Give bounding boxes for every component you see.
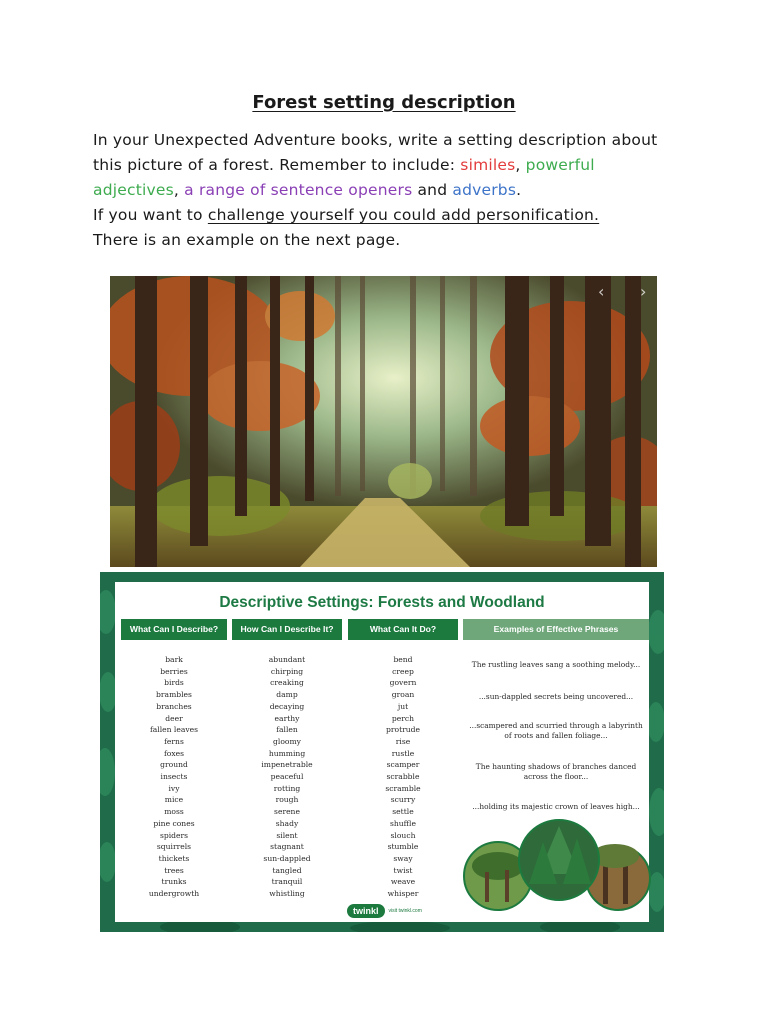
instructions-line-1: In your Unexpected Adventure books, write a setting description about bbox=[93, 131, 658, 149]
word-item: shuffle bbox=[390, 818, 416, 828]
word-item: slouch bbox=[390, 830, 416, 840]
adverbs-word: adverbs bbox=[452, 181, 517, 199]
word-item: fallen leaves bbox=[149, 725, 199, 735]
word-item: sway bbox=[393, 853, 413, 863]
forest-circle-pictures bbox=[463, 814, 653, 914]
word-item: stumble bbox=[387, 842, 419, 852]
word-item: twist bbox=[393, 865, 413, 875]
word-item: scramble bbox=[385, 783, 421, 793]
word-item: fallen bbox=[276, 725, 298, 735]
phrase-item: The rustling leaves sang a soothing melody... bbox=[471, 660, 641, 669]
similes-word: similes bbox=[460, 156, 516, 174]
header-examples: Examples of Effective Phrases bbox=[463, 619, 649, 640]
challenge-prefix: If you want to bbox=[93, 206, 208, 224]
sentence-openers-phrase: a range of sentence openers bbox=[184, 181, 413, 199]
word-item: tranquil bbox=[271, 877, 303, 887]
word-item: rough bbox=[275, 795, 299, 805]
word-item: undergrowth bbox=[148, 889, 200, 899]
word-item: rustle bbox=[391, 748, 415, 758]
word-item: pine cones bbox=[153, 818, 195, 828]
word-item: foxes bbox=[163, 748, 185, 758]
word-item: trees bbox=[164, 865, 184, 875]
instructions-text: this picture of a forest. Remember to include: bbox=[93, 156, 461, 174]
word-item: weave bbox=[390, 877, 416, 887]
word-item: branches bbox=[156, 701, 192, 711]
comma: , bbox=[515, 156, 526, 174]
word-mat bbox=[100, 572, 664, 932]
period: . bbox=[516, 181, 522, 199]
word-item: bark bbox=[165, 655, 183, 664]
word-item: sun-dappled bbox=[263, 853, 311, 863]
word-item: chirping bbox=[270, 666, 304, 676]
word-item: gloomy bbox=[273, 736, 301, 746]
word-item: thickets bbox=[158, 853, 190, 863]
phrase-item: The haunting shadows of branches danced across the floor... bbox=[475, 762, 637, 781]
twinkl-logo bbox=[347, 904, 422, 918]
word-item: squirrels bbox=[156, 842, 192, 852]
word-item: scamper bbox=[386, 760, 420, 770]
word-item: whisper bbox=[387, 889, 419, 899]
page-title: Forest setting description bbox=[252, 92, 516, 113]
word-item: moss bbox=[164, 807, 184, 817]
word-item: settle bbox=[392, 807, 414, 817]
word-item: silent bbox=[276, 830, 298, 840]
word-item: berries bbox=[160, 666, 188, 676]
word-item: mice bbox=[164, 795, 184, 805]
word-item: insects bbox=[160, 772, 188, 782]
phrase-item: ...sun-dappled secrets being uncovered... bbox=[478, 692, 634, 701]
word-item: peaceful bbox=[270, 772, 304, 782]
word-mat-panel bbox=[115, 582, 649, 922]
word-item: stagnant bbox=[270, 842, 304, 852]
forest-illustration bbox=[110, 276, 657, 567]
word-item: earthy bbox=[274, 713, 300, 723]
comma: , bbox=[173, 181, 185, 199]
challenge-text: challenge yourself you could add personification. bbox=[207, 206, 600, 224]
powerful-word: powerful bbox=[525, 156, 595, 174]
word-item: ground bbox=[160, 760, 188, 770]
word-item: rise bbox=[395, 736, 411, 746]
logo-badge: twinkl bbox=[347, 904, 385, 918]
instructions-line-2 bbox=[93, 153, 693, 178]
header-how-can-i-describe: How Can I Describe It? bbox=[232, 619, 342, 640]
word-item: humming bbox=[268, 748, 306, 758]
word-item: rotting bbox=[273, 783, 301, 793]
word-item: tangled bbox=[272, 865, 302, 875]
word-item: serene bbox=[274, 807, 300, 817]
word-item: deer bbox=[165, 713, 183, 723]
word-item: impenetrable bbox=[261, 760, 313, 770]
header-what-can-i-describe: What Can I Describe? bbox=[121, 619, 227, 640]
do-word-list bbox=[348, 654, 458, 900]
word-item: brambles bbox=[156, 690, 192, 700]
word-item: ferns bbox=[164, 736, 184, 746]
word-item: bend bbox=[393, 655, 413, 664]
word-item: groan bbox=[391, 690, 415, 700]
previous-arrow-icon[interactable]: ‹ bbox=[598, 282, 605, 301]
word-item: protrude bbox=[386, 725, 420, 735]
word-item: perch bbox=[391, 713, 415, 723]
forest-photo bbox=[110, 276, 657, 567]
word-item: damp bbox=[276, 690, 298, 700]
word-item: govern bbox=[389, 678, 417, 688]
word-item: trunks bbox=[161, 877, 187, 887]
word-item: decaying bbox=[269, 701, 305, 711]
word-item: creaking bbox=[270, 678, 304, 688]
word-item: abundant bbox=[268, 655, 306, 664]
word-item: ivy bbox=[168, 783, 180, 793]
word-item: jut bbox=[397, 701, 409, 711]
logo-url: visit twinkl.com bbox=[388, 908, 422, 914]
word-item: whistling bbox=[269, 889, 305, 899]
header-what-can-it-do: What Can It Do? bbox=[348, 619, 458, 640]
phrase-item: ...holding its majestic crown of leaves high... bbox=[472, 802, 640, 811]
instructions bbox=[93, 128, 693, 253]
word-item: spiders bbox=[159, 830, 189, 840]
word-item: shady bbox=[275, 818, 299, 828]
instructions-line-4 bbox=[93, 203, 693, 228]
word-item: birds bbox=[164, 678, 184, 688]
instructions-line-5: There is an example on the next page. bbox=[93, 231, 401, 249]
how-word-list bbox=[232, 654, 342, 900]
word-item: scrabble bbox=[386, 772, 420, 782]
next-arrow-icon[interactable]: › bbox=[640, 282, 647, 301]
word-item: scurry bbox=[390, 795, 416, 805]
describe-word-list bbox=[121, 654, 227, 900]
and-word: and bbox=[412, 181, 453, 199]
adjectives-word: adjectives bbox=[93, 181, 174, 199]
word-item: creep bbox=[392, 666, 414, 676]
phrase-item: ...scampered and scurried through a labyrinth of roots and fallen foliage... bbox=[469, 721, 643, 740]
word-mat-title: Descriptive Settings: Forests and Woodland bbox=[219, 594, 545, 611]
instructions-line-3 bbox=[93, 178, 693, 203]
